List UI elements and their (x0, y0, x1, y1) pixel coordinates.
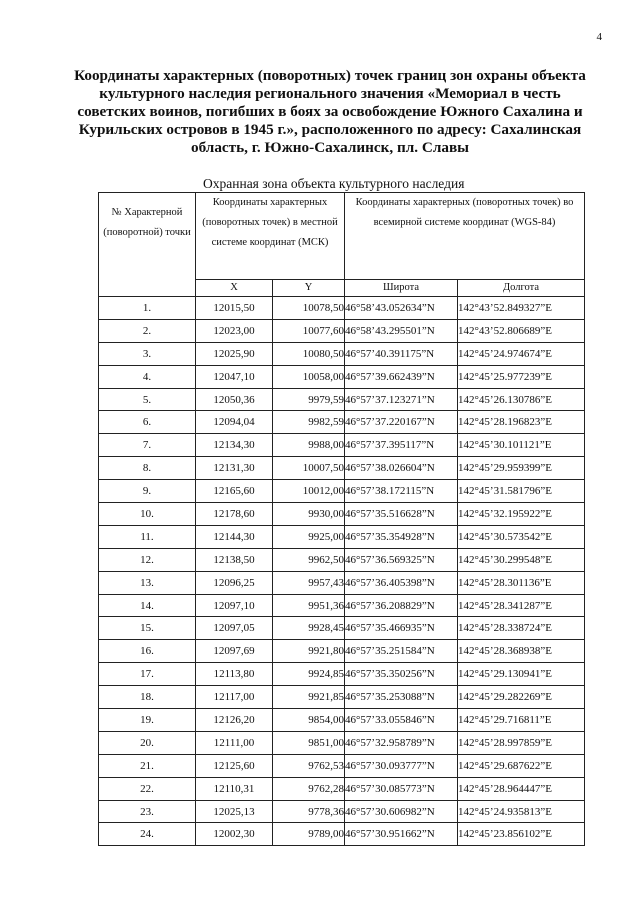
table-row (99, 342, 585, 365)
x-cell: 12025,13 (196, 800, 273, 823)
x-cell: 12110,31 (196, 777, 273, 800)
x-cell: 12050,36 (196, 388, 273, 411)
point-number-cell: 20. (99, 731, 196, 754)
longitude-cell: 142°45’28.301136”E (458, 571, 585, 594)
longitude-cell: 142°43’52.849327”E (458, 297, 585, 320)
y-cell: 9957,43 (273, 571, 345, 594)
y-cell: 9921,85 (273, 686, 345, 709)
point-number-cell: 13. (99, 571, 196, 594)
point-number-cell: 18. (99, 686, 196, 709)
header-longitude: Долгота (458, 280, 585, 297)
y-cell: 9988,00 (273, 434, 345, 457)
latitude-cell: 46°57’37.395117”N (345, 434, 458, 457)
x-cell: 12047,10 (196, 365, 273, 388)
point-number-cell: 11. (99, 525, 196, 548)
y-cell: 9854,00 (273, 709, 345, 732)
table-row (99, 457, 585, 480)
longitude-cell: 142°45’29.959399”E (458, 457, 585, 480)
longitude-cell: 142°45’24.935813”E (458, 800, 585, 823)
longitude-cell: 142°45’30.299548”E (458, 548, 585, 571)
x-cell: 12113,80 (196, 663, 273, 686)
x-cell: 12097,10 (196, 594, 273, 617)
longitude-cell: 142°45’32.195922”E (458, 503, 585, 526)
point-number-cell: 6. (99, 411, 196, 434)
latitude-cell: 46°57’35.251584”N (345, 640, 458, 663)
y-cell: 9762,53 (273, 754, 345, 777)
y-cell: 10012,00 (273, 480, 345, 503)
point-number-cell: 19. (99, 709, 196, 732)
x-cell: 12125,60 (196, 754, 273, 777)
point-number-cell: 5. (99, 388, 196, 411)
y-cell: 9982,59 (273, 411, 345, 434)
latitude-cell: 46°57’35.350256”N (345, 663, 458, 686)
x-cell: 12096,25 (196, 571, 273, 594)
latitude-cell: 46°57’37.220167”N (345, 411, 458, 434)
point-number-cell: 12. (99, 548, 196, 571)
latitude-cell: 46°57’35.466935”N (345, 617, 458, 640)
y-cell: 9778,36 (273, 800, 345, 823)
table-row (99, 297, 585, 320)
x-cell: 12094,04 (196, 411, 273, 434)
table-row (99, 571, 585, 594)
y-cell: 9921,80 (273, 640, 345, 663)
latitude-cell: 46°57’30.951662”N (345, 823, 458, 846)
table-row (99, 411, 585, 434)
point-number-cell: 10. (99, 503, 196, 526)
table-row (99, 434, 585, 457)
point-number-cell: 24. (99, 823, 196, 846)
table-row (99, 731, 585, 754)
point-number-cell: 17. (99, 663, 196, 686)
table-row (99, 388, 585, 411)
latitude-cell: 46°58’43.295501”N (345, 319, 458, 342)
y-cell: 9930,00 (273, 503, 345, 526)
longitude-cell: 142°45’29.687622”E (458, 754, 585, 777)
table-row (99, 503, 585, 526)
latitude-cell: 46°57’30.085773”N (345, 777, 458, 800)
table-caption: Охранная зона объекта культурного наследия (203, 176, 465, 191)
longitude-cell: 142°45’29.282269”E (458, 686, 585, 709)
latitude-cell: 46°57’36.569325”N (345, 548, 458, 571)
point-number-cell: 22. (99, 777, 196, 800)
table-row (99, 617, 585, 640)
x-cell: 12134,30 (196, 434, 273, 457)
latitude-cell: 46°57’32.958789”N (345, 731, 458, 754)
header-point-number (99, 193, 196, 297)
point-number-cell: 14. (99, 594, 196, 617)
table-row (99, 754, 585, 777)
longitude-cell: 142°45’26.130786”E (458, 388, 585, 411)
longitude-cell: 142°45’29.716811”E (458, 709, 585, 732)
point-number-cell: 3. (99, 342, 196, 365)
header-wgs84-coordinates: Координаты характерных (поворотных точек) во всемирной системе координат (WGS-84) (345, 193, 585, 280)
table-row (99, 480, 585, 503)
y-cell: 9924,85 (273, 663, 345, 686)
y-cell: 9789,00 (273, 823, 345, 846)
point-number-cell: 23. (99, 800, 196, 823)
header-local-coordinates: Координаты характерных (поворотных точек) в местной системе координат (МСК) (196, 193, 345, 280)
coordinates-table-body (99, 297, 585, 846)
x-cell: 12178,60 (196, 503, 273, 526)
x-cell: 12144,30 (196, 525, 273, 548)
longitude-cell: 142°45’28.368938”E (458, 640, 585, 663)
y-cell: 9925,00 (273, 525, 345, 548)
x-cell: 12131,30 (196, 457, 273, 480)
latitude-cell: 46°57’30.606982”N (345, 800, 458, 823)
longitude-cell: 142°45’30.573542”E (458, 525, 585, 548)
x-cell: 12015,50 (196, 297, 273, 320)
longitude-cell: 142°45’31.581796”E (458, 480, 585, 503)
point-number-cell: 7. (99, 434, 196, 457)
longitude-cell: 142°45’29.130941”E (458, 663, 585, 686)
latitude-cell: 46°58’43.052634”N (345, 297, 458, 320)
longitude-cell: 142°43’52.806689”E (458, 319, 585, 342)
table-row (99, 594, 585, 617)
y-cell: 10078,50 (273, 297, 345, 320)
longitude-cell: 142°45’23.856102”E (458, 823, 585, 846)
y-cell: 9762,28 (273, 777, 345, 800)
table-row (99, 365, 585, 388)
longitude-cell: 142°45’28.338724”E (458, 617, 585, 640)
y-cell: 9928,45 (273, 617, 345, 640)
latitude-cell: 46°57’37.123271”N (345, 388, 458, 411)
latitude-cell: 46°57’38.172115”N (345, 480, 458, 503)
latitude-cell: 46°57’30.093777”N (345, 754, 458, 777)
point-number-cell: 15. (99, 617, 196, 640)
latitude-cell: 46°57’33.055846”N (345, 709, 458, 732)
x-cell: 12165,60 (196, 480, 273, 503)
y-cell: 10058,00 (273, 365, 345, 388)
point-number-cell: 2. (99, 319, 196, 342)
table-row (99, 800, 585, 823)
header-x: X (196, 280, 273, 297)
point-number-cell: 16. (99, 640, 196, 663)
point-number-cell: 21. (99, 754, 196, 777)
table-row (99, 548, 585, 571)
table-row (99, 640, 585, 663)
header-point-number-text: № Характерной (поворотной) точки (103, 207, 191, 238)
longitude-cell: 142°45’28.997859”E (458, 731, 585, 754)
x-cell: 12025,90 (196, 342, 273, 365)
latitude-cell: 46°57’35.253088”N (345, 686, 458, 709)
longitude-cell: 142°45’30.101121”E (458, 434, 585, 457)
y-cell: 9851,00 (273, 731, 345, 754)
y-cell: 10080,50 (273, 342, 345, 365)
latitude-cell: 46°57’35.516628”N (345, 503, 458, 526)
longitude-cell: 142°45’24.974674”E (458, 342, 585, 365)
latitude-cell: 46°57’39.662439”N (345, 365, 458, 388)
point-number-cell: 8. (99, 457, 196, 480)
y-cell: 10077,60 (273, 319, 345, 342)
table-row (99, 525, 585, 548)
header-y: Y (273, 280, 345, 297)
table-row (99, 663, 585, 686)
latitude-cell: 46°57’36.208829”N (345, 594, 458, 617)
latitude-cell: 46°57’38.026604”N (345, 457, 458, 480)
x-cell: 12117,00 (196, 686, 273, 709)
x-cell: 12097,69 (196, 640, 273, 663)
table-row (99, 823, 585, 846)
x-cell: 12126,20 (196, 709, 273, 732)
x-cell: 12002,30 (196, 823, 273, 846)
y-cell: 9951,36 (273, 594, 345, 617)
table-row (99, 319, 585, 342)
x-cell: 12023,00 (196, 319, 273, 342)
x-cell: 12138,50 (196, 548, 273, 571)
y-cell: 9962,50 (273, 548, 345, 571)
page-number: 4 (596, 31, 602, 43)
x-cell: 12097,05 (196, 617, 273, 640)
latitude-cell: 46°57’35.354928”N (345, 525, 458, 548)
y-cell: 9979,59 (273, 388, 345, 411)
document-title: Координаты характерных (поворотных) точек границ зон охраны объекта культурного наследия регионального значения «Мемориал в честь советских воинов, погибших в боях за освобождение Южного Сахалина и Курильских островов в 1945 г.», расположенного по адресу: Сахалинская область, г. Южно-Сахалинск, пл. Славы (74, 67, 586, 156)
table-row (99, 777, 585, 800)
longitude-cell: 142°45’25.977239”E (458, 365, 585, 388)
latitude-cell: 46°57’36.405398”N (345, 571, 458, 594)
table-row (99, 686, 585, 709)
longitude-cell: 142°45’28.341287”E (458, 594, 585, 617)
coordinates-table (98, 192, 585, 846)
y-cell: 10007,50 (273, 457, 345, 480)
x-cell: 12111,00 (196, 731, 273, 754)
point-number-cell: 9. (99, 480, 196, 503)
latitude-cell: 46°57’40.391175”N (345, 342, 458, 365)
longitude-cell: 142°45’28.964447”E (458, 777, 585, 800)
point-number-cell: 1. (99, 297, 196, 320)
point-number-cell: 4. (99, 365, 196, 388)
header-latitude: Широта (345, 280, 458, 297)
table-row (99, 709, 585, 732)
longitude-cell: 142°45’28.196823”E (458, 411, 585, 434)
